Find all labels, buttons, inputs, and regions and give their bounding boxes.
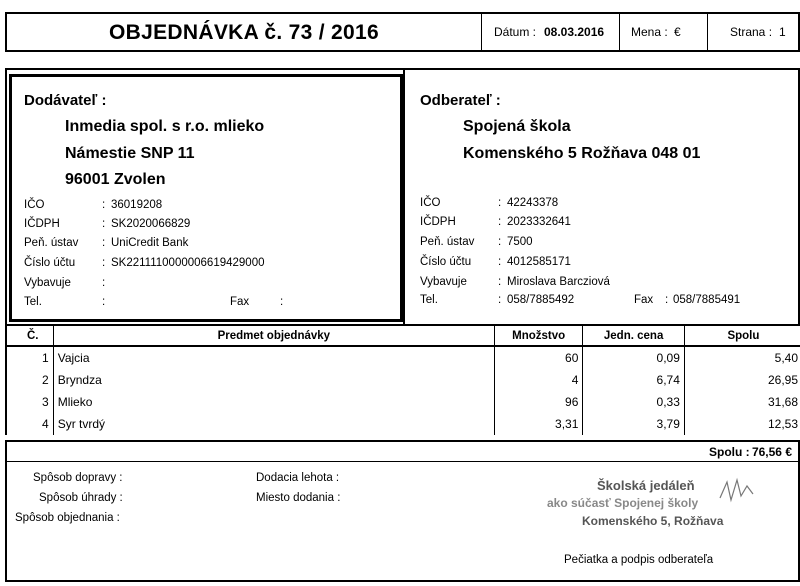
buyer-ico-label: IČO xyxy=(420,197,441,209)
row-item: Syr tvrdý xyxy=(53,413,494,435)
signature-label: Pečiatka a podpis odberateľa xyxy=(564,554,714,566)
col-header-no: Č. xyxy=(7,326,53,346)
order-footer xyxy=(5,462,800,582)
supplier-icdph-label: IČDPH xyxy=(24,218,60,230)
stamp-line-3: Komenského 5, Rožňava xyxy=(582,514,724,528)
supplier-street: Námestie SNP 11 xyxy=(65,145,195,162)
row-total: 31,68 xyxy=(684,391,800,413)
buyer-bank-value: 7500 xyxy=(507,236,533,248)
row-item: Bryndza xyxy=(53,369,494,391)
buyer-account-label: Číslo účtu xyxy=(420,256,472,268)
row-no: 1 xyxy=(42,351,49,365)
date-value: 08.03.2016 xyxy=(544,25,605,39)
row-no: 4 xyxy=(42,417,49,431)
stamp-line-2: ako súčasť Spojenej školy xyxy=(547,496,699,510)
buyer-tel-value: 058/7885492 xyxy=(507,294,575,306)
buyer-address: Komenského 5 Rožňava 048 01 xyxy=(463,145,701,162)
row-price: 6,74 xyxy=(583,369,685,391)
currency-value: € xyxy=(674,25,681,39)
currency-label: Mena : xyxy=(631,25,668,39)
supplier-ico-label: IČO xyxy=(24,199,45,211)
buyer-contact-value: Miroslava Barcziová xyxy=(507,276,610,288)
supplier-account-value: SK2211110000006619429000 xyxy=(111,257,265,269)
supplier-heading: Dodávateľ : xyxy=(24,92,107,109)
signature-icon xyxy=(717,476,757,506)
buyer-name: Spojená škola xyxy=(463,118,571,135)
supplier-icdph-value: SK2020066829 xyxy=(111,218,191,230)
items-table xyxy=(5,326,800,435)
table-row xyxy=(7,346,800,369)
row-item: Mlieko xyxy=(53,391,494,413)
buyer-bank-label: Peň. ústav xyxy=(420,236,475,248)
page-cell xyxy=(707,14,799,50)
table-header-row xyxy=(7,326,800,346)
col-header-total: Spolu xyxy=(684,326,800,346)
supplier-account-label: Číslo účtu xyxy=(24,257,76,269)
order-header xyxy=(5,12,800,52)
buyer-icdph-label: IČDPH xyxy=(420,216,456,228)
buyer-fax-label: Fax xyxy=(634,294,654,306)
stamp-line-1: Školská jedáleň xyxy=(597,478,695,493)
buyer-icdph-value: 2023332641 xyxy=(507,216,571,228)
buyer-ico-value: 42243378 xyxy=(507,197,559,209)
supplier-city: 96001 Zvolen xyxy=(65,171,166,188)
buyer-fax-value: 058/7885491 xyxy=(673,294,741,306)
parties-divider xyxy=(403,70,405,324)
total-row xyxy=(5,440,800,462)
date-label: Dátum : xyxy=(494,25,537,39)
total-value: 76,56 € xyxy=(751,445,792,459)
page-value: 1 xyxy=(779,25,786,39)
supplier-fax-label: Fax xyxy=(230,296,250,308)
buyer-account-value: 4012585171 xyxy=(507,256,571,268)
page-label: Strana : xyxy=(730,25,773,39)
delivery-place-label: Miesto dodania : xyxy=(256,492,341,504)
col-header-item: Predmet objednávky xyxy=(53,326,494,346)
row-item: Vajcia xyxy=(53,346,494,369)
row-qty: 3,31 xyxy=(494,413,582,435)
delivery-date-label: Dodacia lehota : xyxy=(256,472,340,484)
buyer-contact-label: Vybavuje xyxy=(420,276,467,288)
row-total: 12,53 xyxy=(684,413,800,435)
row-price: 0,09 xyxy=(583,346,685,369)
supplier-ico-value: 36019208 xyxy=(111,199,163,211)
row-qty: 96 xyxy=(494,391,582,413)
row-total: 26,95 xyxy=(684,369,800,391)
row-total: 5,40 xyxy=(684,346,800,369)
row-no: 2 xyxy=(42,373,49,387)
page-title: OBJEDNÁVKA č. 73 / 2016 xyxy=(109,21,379,44)
row-price: 3,79 xyxy=(583,413,685,435)
buyer-tel-label: Tel. xyxy=(420,294,438,306)
col-header-qty: Množstvo xyxy=(494,326,582,346)
supplier-contact-label: Vybavuje xyxy=(24,277,71,289)
row-qty: 4 xyxy=(494,369,582,391)
table-row xyxy=(7,391,800,413)
row-qty: 60 xyxy=(494,346,582,369)
supplier-name: Inmedia spol. s r.o. mlieko xyxy=(65,118,265,135)
row-no: 3 xyxy=(42,395,49,409)
buyer-heading: Odberateľ : xyxy=(420,92,501,109)
row-price: 0,33 xyxy=(583,391,685,413)
transport-label: Spôsob dopravy : xyxy=(33,472,123,484)
supplier-bank-label: Peň. ústav xyxy=(24,237,79,249)
col-header-price: Jedn. cena xyxy=(583,326,685,346)
table-row xyxy=(7,369,800,391)
supplier-bank-value: UniCredit Bank xyxy=(111,237,189,249)
payment-label: Spôsob úhrady : xyxy=(39,492,123,504)
date-cell xyxy=(481,14,620,50)
currency-cell xyxy=(619,14,708,50)
table-row xyxy=(7,413,800,435)
supplier-tel-label: Tel. xyxy=(24,296,42,308)
total-label: Spolu : xyxy=(709,445,750,459)
ordering-label: Spôsob objednania : xyxy=(15,512,120,524)
